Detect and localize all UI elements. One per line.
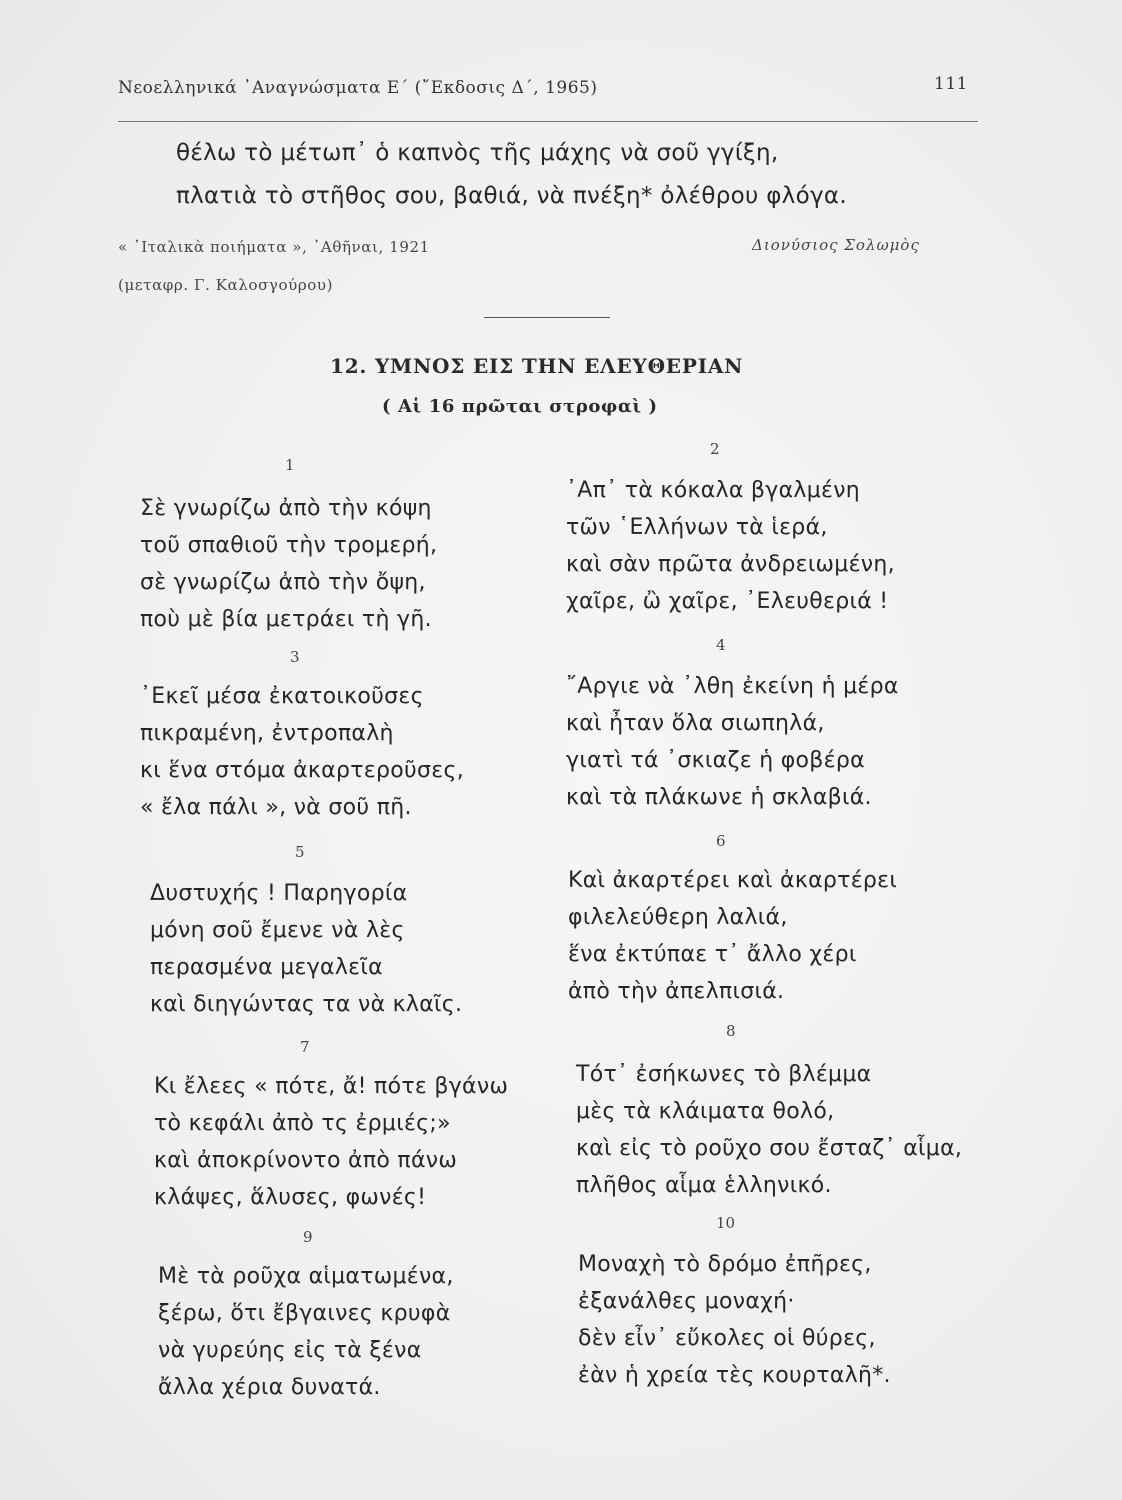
verse-line: Τότ᾿ ἐσήκωνες τὸ βλέμμα — [576, 1062, 872, 1087]
stanza-number: 7 — [300, 1038, 310, 1056]
verse-line: μόνη σοῦ ἔμενε νὰ λὲς — [150, 918, 405, 943]
verse-line: Κι ἔλεες « πότε, ἄ! πότε βγάνω — [154, 1074, 509, 1099]
verse-line: Καὶ ἀκαρτέρει καὶ ἀκαρτέρει — [568, 868, 898, 893]
translator-note: (μεταφρ. Γ. Καλοσγούρου) — [118, 276, 334, 294]
verse-line: δὲν εἶν᾿ εὔκολες οἱ θύρες, — [578, 1326, 876, 1351]
verse-line: ᾿Εκεῖ μέσα ἐκατοικοῦσες — [140, 684, 424, 709]
verse-line: τῶν ῾Ελλήνων τὰ ἱερά, — [566, 515, 828, 540]
poem-subtitle: ( Αἱ 16 πρῶται στροφαὶ ) — [382, 396, 658, 417]
verse-line: πικραμένη, ἐντροπαλὴ — [140, 721, 394, 746]
verse-line: Μοναχὴ τὸ δρόμο ἐπῆρες, — [578, 1252, 872, 1277]
intro-line-2: πλατιὰ τὸ στῆθος σου, βαθιά, νὰ πνέξη* ὀλέθρου φλόγα. — [176, 183, 847, 209]
verse-line: καὶ ἀποκρίνοντο ἀπὸ πάνω — [154, 1148, 458, 1173]
verse-line: φιλελεύθερη λαλιά, — [568, 905, 788, 930]
verse-line: νὰ γυρεύης εἰς τὰ ξένα — [158, 1338, 422, 1363]
stanza-number: 5 — [295, 843, 305, 861]
stanza-number: 2 — [710, 440, 720, 458]
verse-line: γιατὶ τά ᾿σκιαζε ἡ φοβέρα — [566, 748, 865, 773]
poem-title: 12. ΥΜΝΟΣ ΕΙΣ ΤΗΝ ΕΛΕΥΘΕΡΙΑΝ — [330, 354, 744, 378]
header-title: Νεοελληνικά ᾿Αναγνώσματα Ε΄ (῎Εκδοσις Δ΄, 1965) — [118, 78, 598, 98]
stanza-number: 1 — [285, 456, 295, 474]
verse-line: « ἔλα πάλι », νὰ σοῦ πῆ. — [140, 795, 412, 820]
verse-line: καὶ εἰς τὸ ροῦχο σου ἔσταζ᾿ αἷμα, — [576, 1136, 963, 1161]
verse-line: ποὺ μὲ βία μετράει τὴ γῆ. — [140, 607, 432, 632]
verse-line: ἐξανάλθες μοναχή· — [578, 1289, 795, 1314]
author-name: Διονύσιος Σολωμὸς — [752, 236, 920, 254]
verse-line: Σὲ γνωρίζω ἀπὸ τὴν κόψη — [140, 496, 432, 521]
stanza-number: 4 — [716, 636, 726, 654]
header-rule — [118, 121, 978, 122]
verse-line: ἄλλα χέρια δυνατά. — [158, 1375, 381, 1400]
stanza-number: 3 — [290, 648, 300, 666]
verse-line: καὶ σὰν πρῶτα ἀνδρειωμένη, — [566, 552, 895, 577]
running-header — [118, 74, 978, 104]
verse-line: Μὲ τὰ ροῦχα αἱματωμένα, — [158, 1264, 454, 1289]
verse-line: ἕνα ἐκτύπαε τ᾿ ἄλλο χέρι — [568, 942, 857, 967]
verse-line: ξέρω, ὅτι ἔβγαινες κρυφὰ — [158, 1301, 451, 1326]
verse-line: μὲς τὰ κλάιματα θολό, — [576, 1099, 835, 1124]
verse-line: Δυστυχής ! Παρηγορία — [150, 881, 408, 906]
stanza-number: 8 — [726, 1022, 736, 1040]
verse-line: ῎Αργιε νὰ ᾿λθη ἐκείνη ἡ μέρα — [566, 674, 899, 699]
verse-line: ᾿Απ᾿ τὰ κόκαλα βγαλμένη — [566, 478, 861, 503]
verse-line: ἀπὸ τὴν ἀπελπισιά. — [568, 979, 785, 1004]
verse-line: κι ἕνα στόμα ἀκαρτεροῦσες, — [140, 758, 464, 783]
verse-line: σὲ γνωρίζω ἀπὸ τὴν ὄψη, — [140, 570, 426, 595]
verse-line: χαῖρε, ὢ χαῖρε, ᾿Ελευθεριά ! — [566, 589, 889, 614]
intro-line-1: θέλω τὸ μέτωπ᾿ ὁ καπνὸς τῆς μάχης νὰ σοῦ γγίξη, — [176, 140, 779, 166]
verse-line: καὶ ἦταν ὅλα σιωπηλά, — [566, 711, 825, 736]
verse-line: καὶ διηγώντας τα νὰ κλαῖς. — [150, 992, 463, 1017]
verse-line: κλάψες, ἅλυσες, φωνές! — [154, 1185, 427, 1210]
verse-line: τοῦ σπαθιοῦ τὴν τρομερή, — [140, 533, 438, 558]
stanza-number: 10 — [716, 1214, 736, 1232]
verse-line: περασμένα μεγαλεῖα — [150, 955, 383, 980]
verse-line: πλῆθος αἷμα ἑλληνικό. — [576, 1173, 832, 1198]
verse-line: τὸ κεφάλι ἀπὸ τς ἐρμιές;» — [154, 1111, 451, 1136]
stanza-number: 9 — [303, 1228, 313, 1246]
section-divider — [484, 317, 610, 318]
source-citation: « ᾿Ιταλικὰ ποιήματα », ᾿Αθῆναι, 1921 — [118, 238, 430, 256]
verse-line: καὶ τὰ πλάκωνε ἡ σκλαβιά. — [566, 785, 872, 810]
page-number: 111 — [934, 74, 968, 94]
verse-line: ἐὰν ἡ χρεία τὲς κουρταλῆ*. — [578, 1363, 891, 1388]
stanza-number: 6 — [716, 832, 726, 850]
